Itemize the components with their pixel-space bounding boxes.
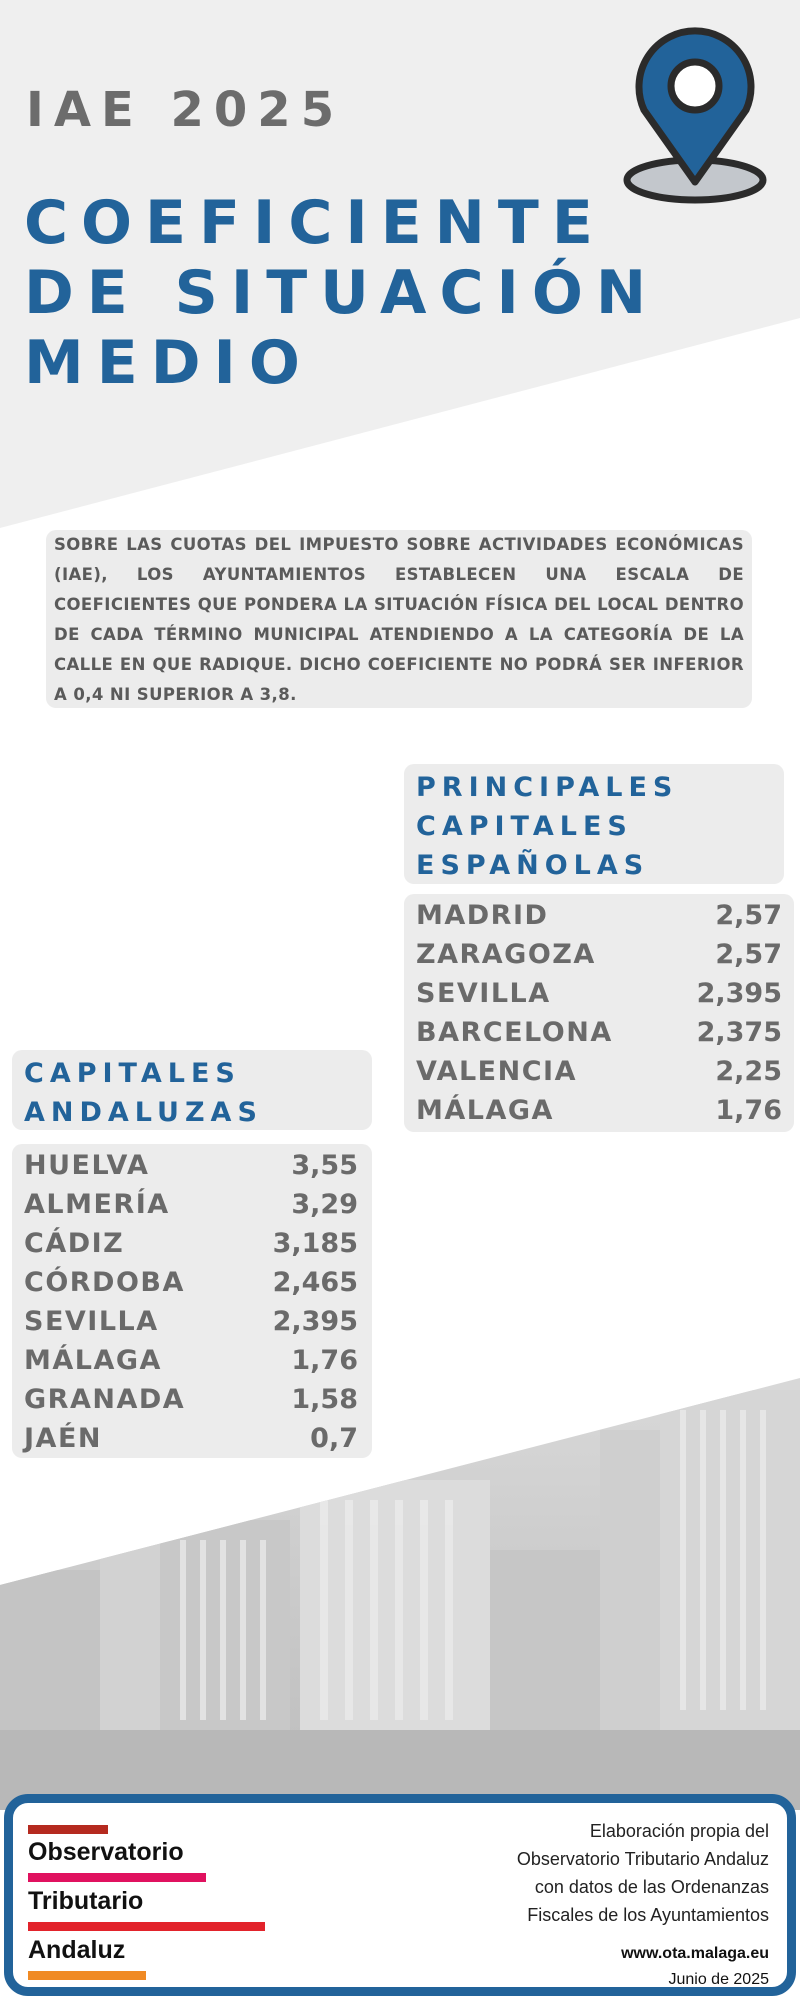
list-item [416, 935, 782, 974]
intro-panel [46, 530, 752, 708]
city-name: SEVILLA [24, 1306, 159, 1337]
city-name: MÁLAGA [24, 1345, 162, 1376]
city-name: MÁLAGA [416, 1095, 554, 1126]
list-item [24, 1419, 358, 1458]
list-item [416, 896, 782, 935]
city-name: VALENCIA [416, 1056, 577, 1087]
heading-line: CAPITALES [416, 811, 633, 842]
city-name: CÓRDOBA [24, 1267, 185, 1298]
city-name: ALMERÍA [24, 1189, 170, 1220]
list-item [24, 1380, 358, 1419]
location-pin-icon [622, 24, 768, 206]
list-item [416, 1052, 782, 1091]
credit-line: con datos de las Ordenanzas [534, 1877, 769, 1897]
coefficient-value: 2,395 [272, 1306, 358, 1337]
coefficient-value: 3,29 [291, 1189, 358, 1220]
coefficient-value: 2,465 [272, 1267, 358, 1298]
publication-date: Junio de 2025 [668, 1971, 769, 1988]
coefficient-value: 2,57 [715, 939, 782, 970]
list-item [24, 1263, 358, 1302]
city-name: HUELVA [24, 1150, 150, 1181]
title-line: COEFICIENTE [24, 188, 606, 258]
city-name: SEVILLA [416, 978, 551, 1009]
coefficient-value: 0,7 [310, 1423, 358, 1454]
title-line: DE SITUACIÓN [24, 258, 660, 328]
list-item [416, 1013, 782, 1052]
page-title [24, 188, 724, 398]
footer-panel [4, 1794, 796, 1996]
list-item [416, 1091, 782, 1130]
list-item [416, 974, 782, 1013]
principales-list [404, 894, 794, 1132]
coefficient-value: 3,55 [291, 1150, 358, 1181]
credit-line: Fiscales de los Ayuntamientos [527, 1905, 769, 1925]
list-item [24, 1224, 358, 1263]
coefficient-value: 2,395 [696, 978, 782, 1009]
website-link[interactable]: www.ota.malaga.eu [621, 1945, 769, 1962]
city-name: JAÉN [24, 1423, 102, 1454]
andaluzas-list [12, 1144, 372, 1458]
city-name: BARCELONA [416, 1017, 613, 1048]
principales-heading [404, 764, 784, 884]
city-name: GRANADA [24, 1384, 186, 1415]
coefficient-value: 1,76 [291, 1345, 358, 1376]
coefficient-value: 2,375 [696, 1017, 782, 1048]
coefficient-value: 1,76 [715, 1095, 782, 1126]
heading-line: PRINCIPALES [416, 772, 679, 803]
city-name: CÁDIZ [24, 1228, 125, 1259]
logo-bar-pink [28, 1873, 206, 1882]
coefficient-value: 1,58 [291, 1384, 358, 1415]
credit-text [349, 1817, 769, 1929]
title-line: MEDIO [24, 328, 313, 398]
coefficient-value: 2,25 [715, 1056, 782, 1087]
heading-line: CAPITALES [24, 1058, 241, 1089]
credit-line: Elaboración propia del [589, 1821, 769, 1841]
heading-line: ESPAÑOLAS [416, 850, 650, 881]
logo-word: Tributario [28, 1887, 144, 1915]
logo-bar-orange [28, 1971, 146, 1980]
logo-bar-crimson [28, 1922, 265, 1931]
coefficient-value: 3,185 [272, 1228, 358, 1259]
list-item [24, 1146, 358, 1185]
logo-word: Andaluz [28, 1936, 126, 1964]
year-label: IAE 2025 [26, 82, 345, 138]
list-item [24, 1341, 358, 1380]
coefficient-value: 2,57 [715, 900, 782, 931]
logo-word: Observatorio [28, 1838, 184, 1866]
logo-bar-red [28, 1825, 108, 1834]
list-item [24, 1185, 358, 1224]
credit-line: Observatorio Tributario Andaluz [516, 1849, 769, 1869]
intro-text: SOBRE LAS CUOTAS DEL IMPUESTO SOBRE ACTIVIDADES ECONÓMICAS (IAE), LOS AYUNTAMIENTOS ESTABLECEN UNA ESCALA DE COEFICIENTES QUE PONDERA LA SITUACIÓN FÍSICA DEL LOCAL DENTRO DE CADA TÉRMINO MUNICIPAL ATENDIENDO A LA CATEGORÍA DE LA CALLE EN QUE RADIQUE. DICHO COEFICIENTE NO PODRÁ SER INFERIOR A 0,4 NI SUPERIOR A 3,8. [54, 535, 744, 704]
heading-line: ANDALUZAS [24, 1097, 263, 1128]
city-name: MADRID [416, 900, 549, 931]
city-name: ZARAGOZA [416, 939, 596, 970]
andaluzas-heading [12, 1050, 372, 1130]
list-item [24, 1302, 358, 1341]
